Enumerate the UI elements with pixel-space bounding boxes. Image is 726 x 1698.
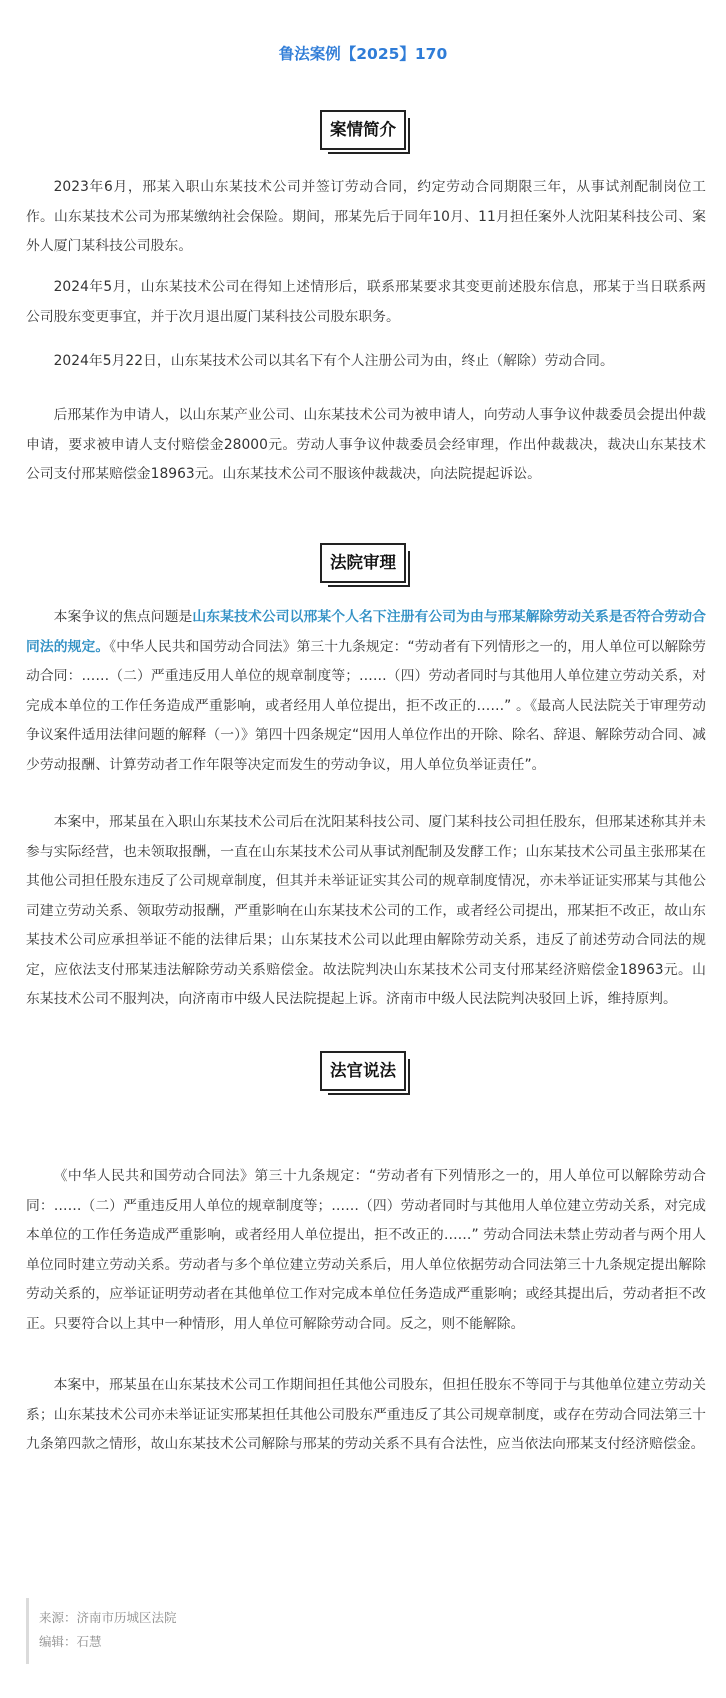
section-heading-judge — [0, 1051, 726, 1091]
judge-paragraph-1: 《中华人民共和国劳动合同法》第三十九条规定：“劳动者有下列情形之一的，用人单位可以解除劳动合同：……（二）严重违反用人单位的规章制度等；……（四）劳动者同时与其他用人单位建立劳动关系，对完成本单位的工作任务造成严重影响，或者经用人单位提出，拒不改正的……” 劳动合同法未禁止劳动者与两个用人单位同时建立劳动关系。劳动者与多个单位建立劳动关系后，用人单位依据劳动合同法第三十九条规定提出解除劳动关系的，应举证证明劳动者在其他单位工作对完成本单位任务造成严重影响；或经其提出后，劳动者拒不改正。只要符合以上其中一种情形，用人单位可解除劳动合同。反之，则不能解除。 — [26, 1168, 706, 1332]
case-number: 鲁法案例【2025】170 — [278, 45, 448, 63]
section-heading-trial — [0, 543, 726, 583]
source-block — [26, 1598, 326, 1664]
trial-paragraph-1-intro: 本案争议的焦点问题是 — [53, 609, 193, 625]
trial-paragraph-1 — [26, 603, 706, 780]
trial-focus-highlight: 山东某技术公司以邢某个人名下注册有公司为由与邢某解除劳动关系是否符合劳动合同法的规定。 — [26, 609, 707, 655]
summary-paragraph-2: 2024年5月，山东某技术公司在得知上述情形后，联系邢某要求其变更前述股东信息，邢某于当日联系两公司股东变更事宜，并于次月退出厦门某科技公司股东职务。 — [26, 279, 706, 325]
heading-summary: 案情简介 — [320, 110, 406, 150]
trial-paragraph-2: 本案中，邢某虽在入职山东某技术公司后在沈阳某科技公司、厦门某科技公司担任股东，但邢某述称其并未参与实际经营，也未领取报酬，一直在山东某技术公司从事试剂配制及发酵工作；山东某技术公司虽主张邢某在其他公司担任股东违反了公司规章制度，但其并未举证证实其公司的规章制度情况，亦未举证证实邢某与其他公司建立劳动关系、领取劳动报酬，严重影响在山东某技术公司的工作，或者经公司提出，邢某拒不改正，故山东某技术公司应承担举证不能的法律后果；山东某技术公司以此理由解除劳动关系，违反了前述劳动合同法的规定，应依法支付邢某违法解除劳动关系赔偿金。故法院判决山东某技术公司支付邢某经济赔偿金18963元。山东某技术公司不服判决，向济南市中级人民法院提起上诉。济南市中级人民法院判决驳回上诉，维持原判。 — [26, 814, 706, 1007]
heading-judge: 法官说法 — [320, 1051, 406, 1091]
trial-paragraph-1-law: 《中华人民共和国劳动合同法》第三十九条规定：“劳动者有下列情形之一的，用人单位可以解除劳动合同：……（二）严重违反用人单位的规章制度等；……（四）劳动者同时与其他用人单位建立劳动关系，对完成本单位的工作任务造成严重影响，或者经用人单位提出，拒不改正的……” 。《最高人民法院关于审理劳动争议案件适用法律问题的解释（一）》第四十四条规定“因用人单位作出的开除、除名、辞退、解除劳动合同、减少劳动报酬、计算劳动者工作年限等决定而发生的劳动争议，用人单位负举证责任”。 — [26, 638, 706, 773]
judge-paragraph-2: 本案中，邢某虽在山东某技术公司工作期间担任其他公司股东，但担任股东不等同于与其他单位建立劳动关系；山东某技术公司亦未举证证实邢某担任其他公司股东严重违反了其公司规章制度，或存在劳动合同法第三十九条第四款之情形，故山东某技术公司解除与邢某的劳动关系不具有合法性，应当依法向邢某支付经济赔偿金。 — [26, 1377, 706, 1452]
summary-paragraph-3: 2024年5月22日，山东某技术公司以其名下有个人注册公司为由，终止（解除）劳动合同。 — [53, 353, 614, 369]
editor-label: 编辑：石慧 — [39, 1634, 102, 1649]
section-heading-summary — [0, 110, 726, 150]
summary-paragraph-1: 2023年6月，邢某入职山东某技术公司并签订劳动合同，约定劳动合同期限三年，从事试剂配制岗位工作。山东某技术公司为邢某缴纳社会保险。期间，邢某先后于同年10月、11月担任案外人沈阳某科技公司、案外人厦门某科技公司股东。 — [26, 179, 706, 254]
summary-paragraph-4: 后邢某作为申请人，以山东某产业公司、山东某技术公司为被申请人，向劳动人事争议仲裁委员会提出仲裁申请，要求被申请人支付赔偿金28000元。劳动人事争议仲裁委员会经审理，作出仲裁裁决，裁决山东某技术公司支付邢某赔偿金18963元。山东某技术公司不服该仲裁裁决，向法院提起诉讼。 — [26, 407, 706, 482]
source-label: 来源：济南市历城区法院 — [39, 1610, 177, 1625]
heading-trial: 法院审理 — [320, 543, 406, 583]
